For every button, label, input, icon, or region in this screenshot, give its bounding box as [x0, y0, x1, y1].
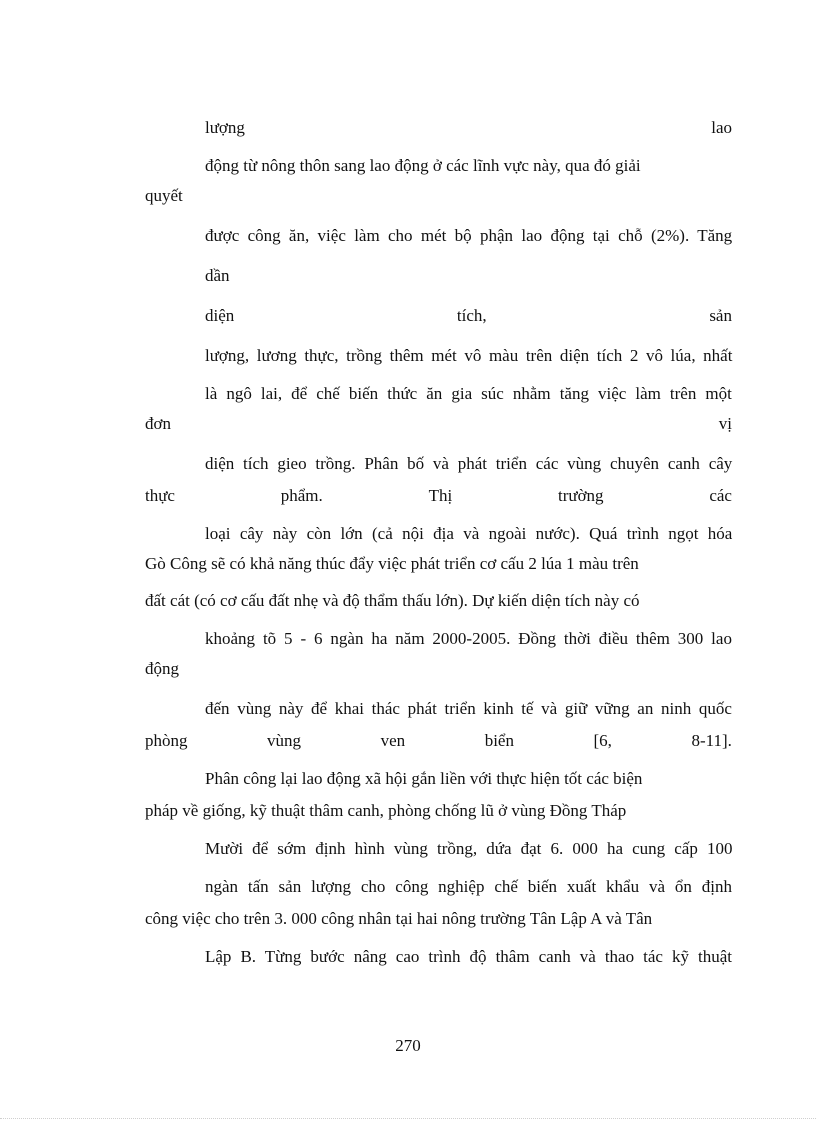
- text-line: động từ nông thôn sang lao động ở các lĩnh vực này, qua đó giải: [205, 156, 641, 175]
- text-line: được công ăn, việc làm cho mét bộ phận lao động tại chỗ (2%). Tăng: [205, 226, 733, 245]
- word: ven: [380, 731, 406, 750]
- text-line: Lập B. Từng bước nâng cao trình độ thâm canh và thao tác kỹ thuật: [205, 947, 733, 966]
- page-bottom-border: [0, 1118, 816, 1119]
- word: vùng: [267, 731, 302, 750]
- word: trường: [557, 486, 604, 505]
- word: sản: [709, 306, 732, 325]
- word: 8-11].: [691, 731, 732, 750]
- page-number: 270: [395, 1036, 421, 1055]
- text-line: [145, 413, 732, 435]
- text-line: Phân công lại lao động xã hội gắn liền với thực hiện tốt các biện: [205, 769, 643, 788]
- text-line: loại cây này còn lớn (cả nội địa và ngoài nước). Quá trình ngọt hóa: [205, 524, 733, 543]
- text-line: đất cát (có cơ cấu đất nhẹ và độ thẩm thấu lớn). Dự kiến diện tích này có: [145, 591, 640, 610]
- word: thực: [145, 486, 175, 505]
- text-line: đến vùng này để khai thác phát triển kinh tế và giữ vững an ninh quốc: [205, 699, 732, 718]
- text-line: [145, 730, 732, 752]
- text-line: [205, 117, 732, 139]
- text-line: diện tích gieo trồng. Phân bố và phát triển các vùng chuyên canh cây: [205, 454, 733, 473]
- text-line: lượng, lương thực, trồng thêm mét vô màu trên diện tích 2 vô lúa, nhất: [205, 346, 733, 365]
- text-line: khoảng tõ 5 - 6 ngàn ha năm 2000-2005. Đồng thời điều thêm 300 lao: [205, 629, 732, 648]
- text-line: pháp về giống, kỹ thuật thâm canh, phòng chống lũ ở vùng Đồng Tháp: [145, 801, 627, 820]
- text-line: Gò Công sẽ có khả năng thúc đẩy việc phát triển cơ cấu 2 lúa 1 màu trên: [145, 554, 639, 573]
- word: diện: [205, 306, 235, 325]
- text-line: động: [145, 659, 179, 678]
- word: tích,: [456, 306, 487, 325]
- word: [6,: [593, 731, 612, 750]
- word: lao: [711, 118, 732, 137]
- word: lượng: [205, 118, 245, 137]
- text-line: công việc cho trên 3. 000 công nhân tại hai nông trường Tân Lập A và Tân: [145, 909, 653, 928]
- word: biển: [484, 731, 514, 750]
- text-line: [145, 485, 732, 507]
- text-line: dần: [205, 266, 230, 285]
- word: phòng: [145, 731, 188, 750]
- word: vị: [718, 414, 732, 433]
- word: phẩm.: [280, 486, 323, 505]
- word: các: [709, 486, 732, 505]
- text-line: [205, 305, 732, 327]
- text-line: ngàn tấn sản lượng cho công nghiệp chế biến xuất khẩu và ổn định: [205, 877, 732, 896]
- word: đơn: [145, 414, 171, 433]
- word: Thị: [428, 486, 453, 505]
- text-line: quyết: [145, 186, 183, 205]
- text-line: là ngô lai, để chế biến thức ăn gia súc nhằm tăng việc làm trên một: [205, 384, 732, 403]
- text-line: Mười để sớm định hình vùng trồng, dứa đạt 6. 000 ha cung cấp 100: [205, 839, 733, 858]
